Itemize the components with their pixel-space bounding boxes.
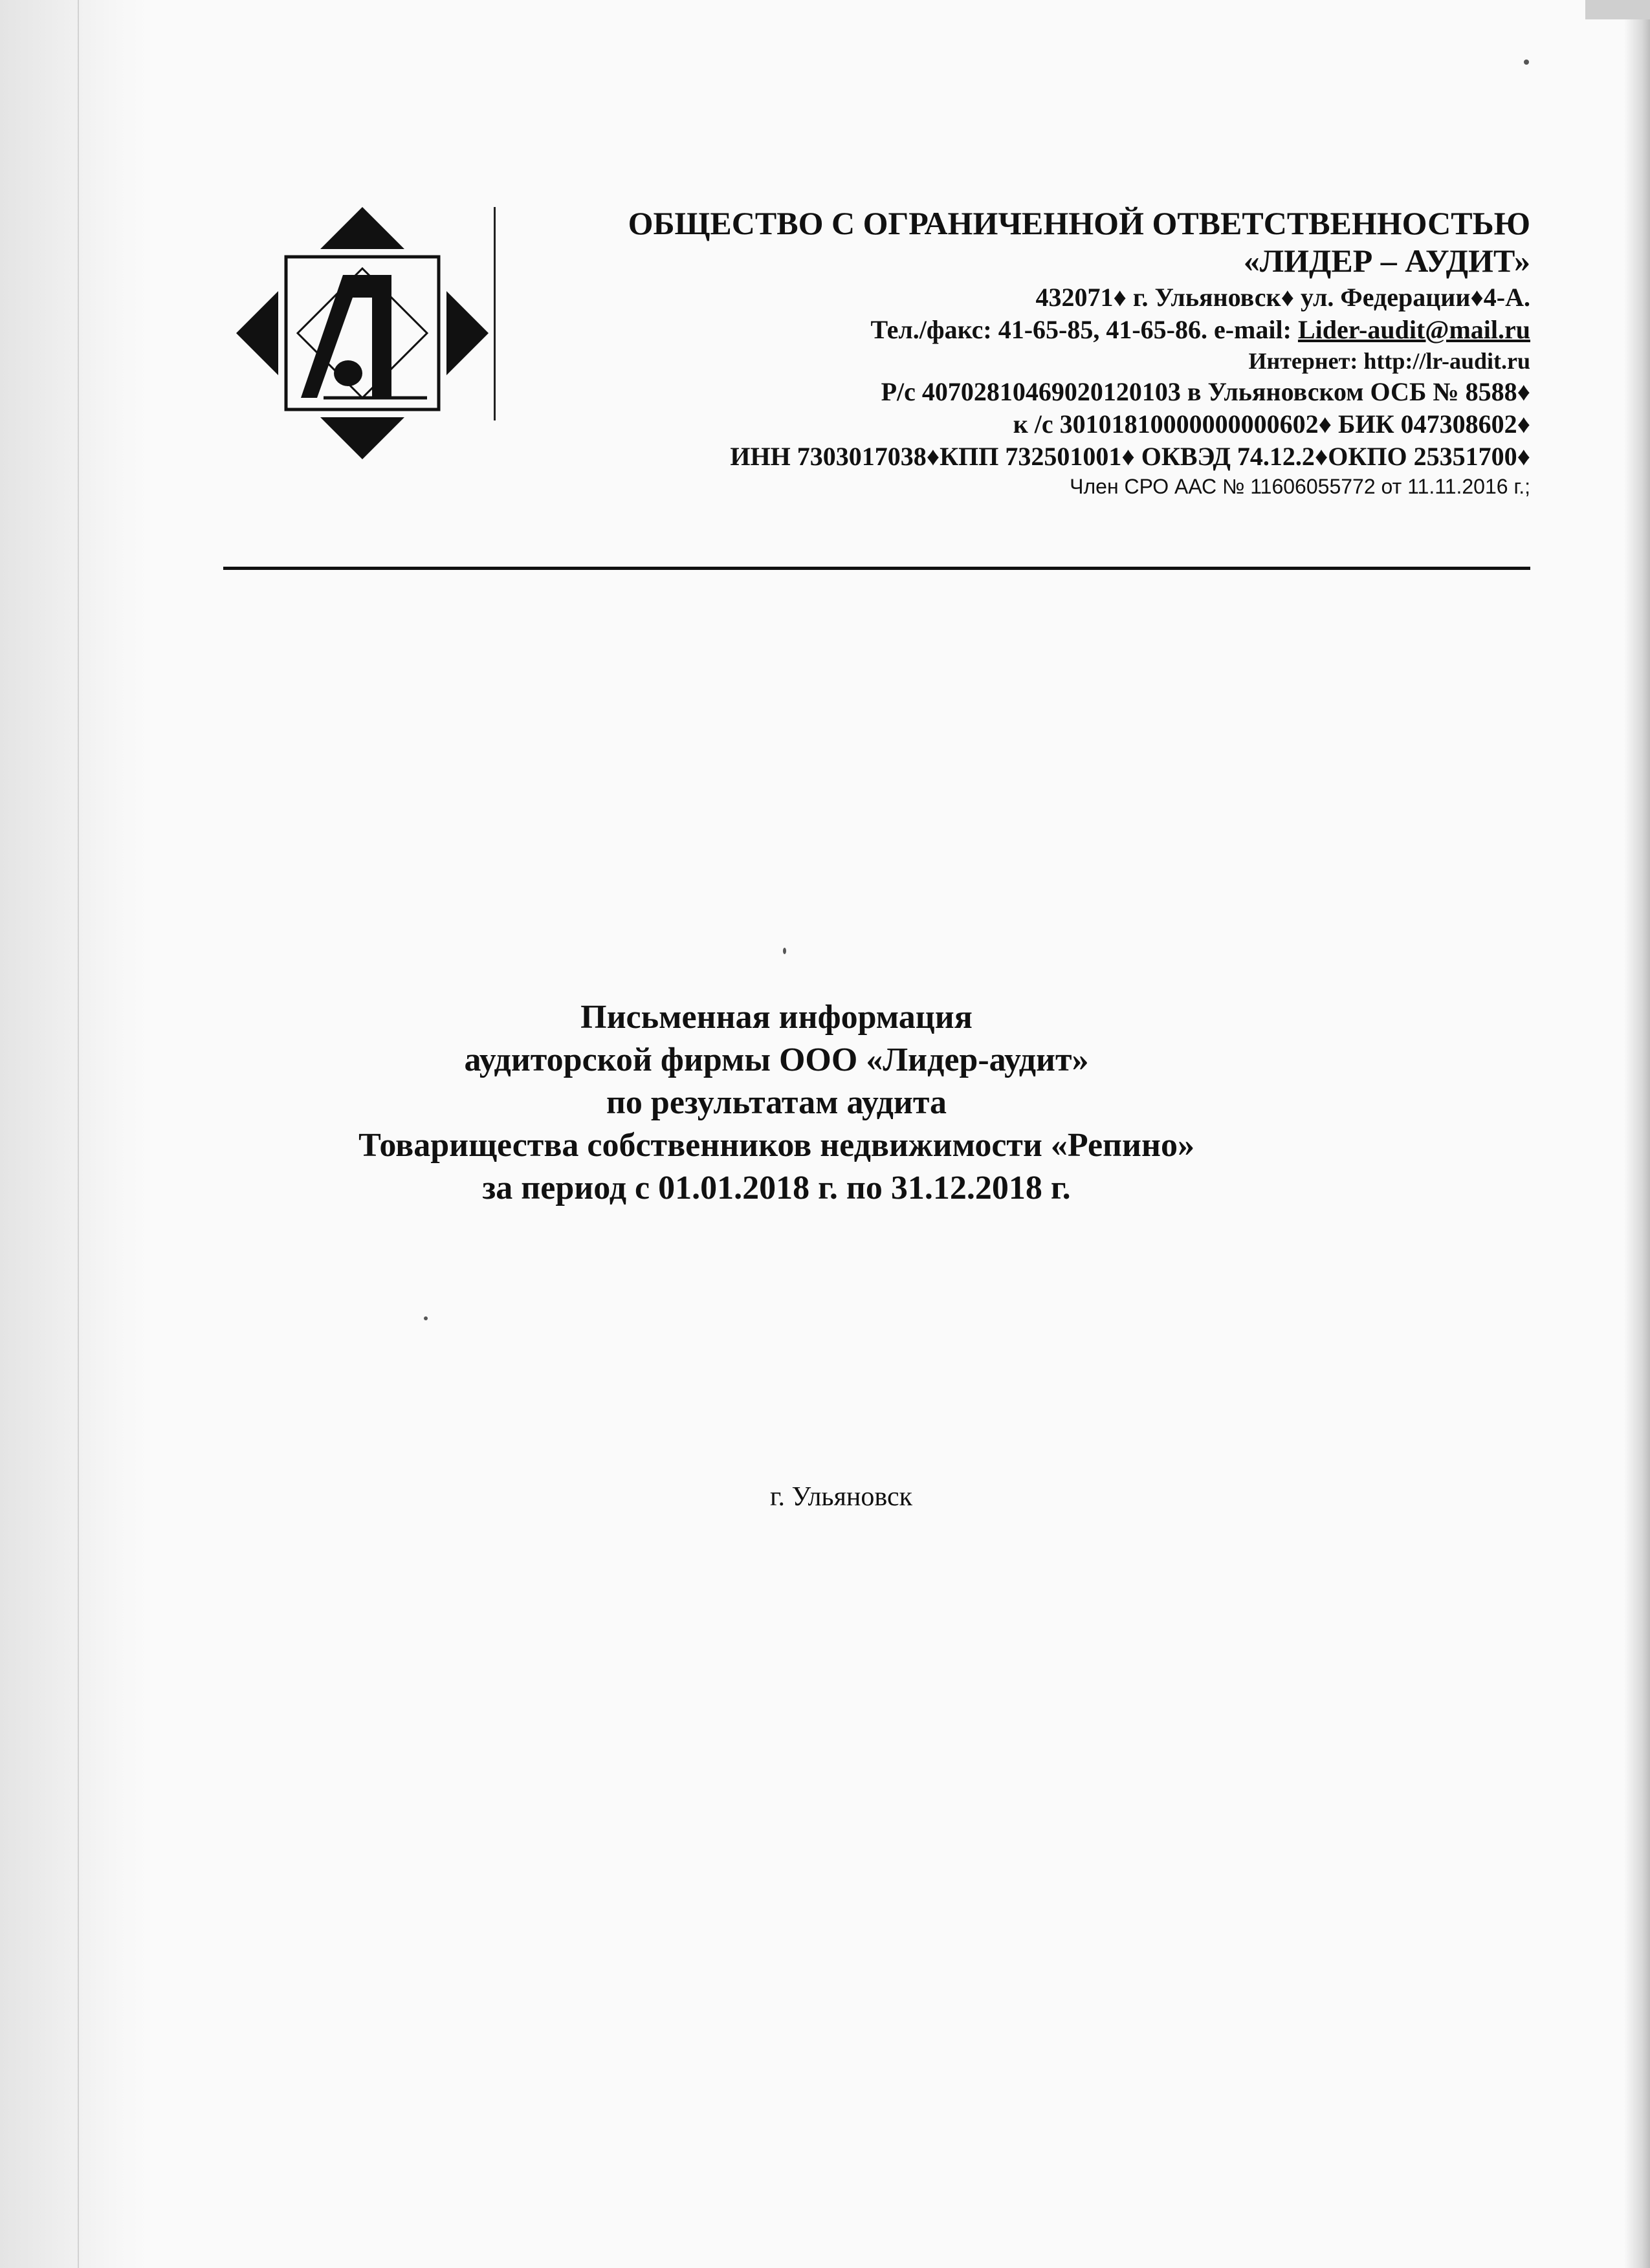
letterhead xyxy=(495,207,1530,497)
header-rule xyxy=(223,567,1530,570)
bank-account: Р/с 40702810469020120103 в Ульяновском ОСБ № 8588♦ xyxy=(881,377,1530,406)
scan-speck xyxy=(424,1316,428,1320)
org-address: 432071♦ г. Ульяновск♦ ул. Федерации♦4-А. xyxy=(1035,283,1530,312)
company-logo xyxy=(233,204,492,463)
org-contacts xyxy=(495,317,1530,343)
org-type: ОБЩЕСТВО С ОГРАНИЧЕННОЙ ОТВЕТСТВЕННОСТЬЮ xyxy=(628,205,1530,241)
email-link[interactable]: Lider-audit@mail.ru xyxy=(1297,315,1530,344)
title-line-1: Письменная информация xyxy=(580,999,973,1036)
phone-fax: Тел./факс: 41-65-85, 41-65-86. e-mail: xyxy=(870,315,1298,344)
title-line-2: аудиторской фирмы ООО «Лидер-аудит» xyxy=(464,1041,1089,1078)
scan-page-stripe xyxy=(78,0,79,2268)
registration-codes: ИНН 7303017038♦КПП 732501001♦ ОКВЭД 74.12.2♦ОКПО 25351700♦ xyxy=(730,442,1530,471)
scan-speck xyxy=(783,948,786,954)
scan-edge-top xyxy=(1585,0,1650,19)
corr-account: к /с 30101810000000000602♦ БИК 047308602♦ xyxy=(1013,409,1530,439)
scan-edge-right xyxy=(1624,0,1650,2268)
document-title xyxy=(259,996,1294,1210)
sro-membership: Член СРО ААС № 11606055772 от 11.11.2016 г.; xyxy=(1070,475,1530,498)
scan-shadow-left xyxy=(0,0,149,2268)
org-name: «ЛИДЕР – АУДИТ» xyxy=(1243,243,1530,279)
title-line-4: Товарищества собственников недвижимости «Репино» xyxy=(358,1127,1194,1164)
scan-speck xyxy=(1524,60,1529,65)
lider-audit-logo-icon xyxy=(233,204,492,463)
org-internet: Интернет: http://lr-audit.ru xyxy=(1248,348,1530,374)
city: г. Ульяновск xyxy=(769,1482,913,1512)
title-line-3: по результатам аудита xyxy=(606,1084,947,1121)
title-line-5: за период с 01.01.2018 г. по 31.12.2018 г. xyxy=(482,1170,1071,1206)
